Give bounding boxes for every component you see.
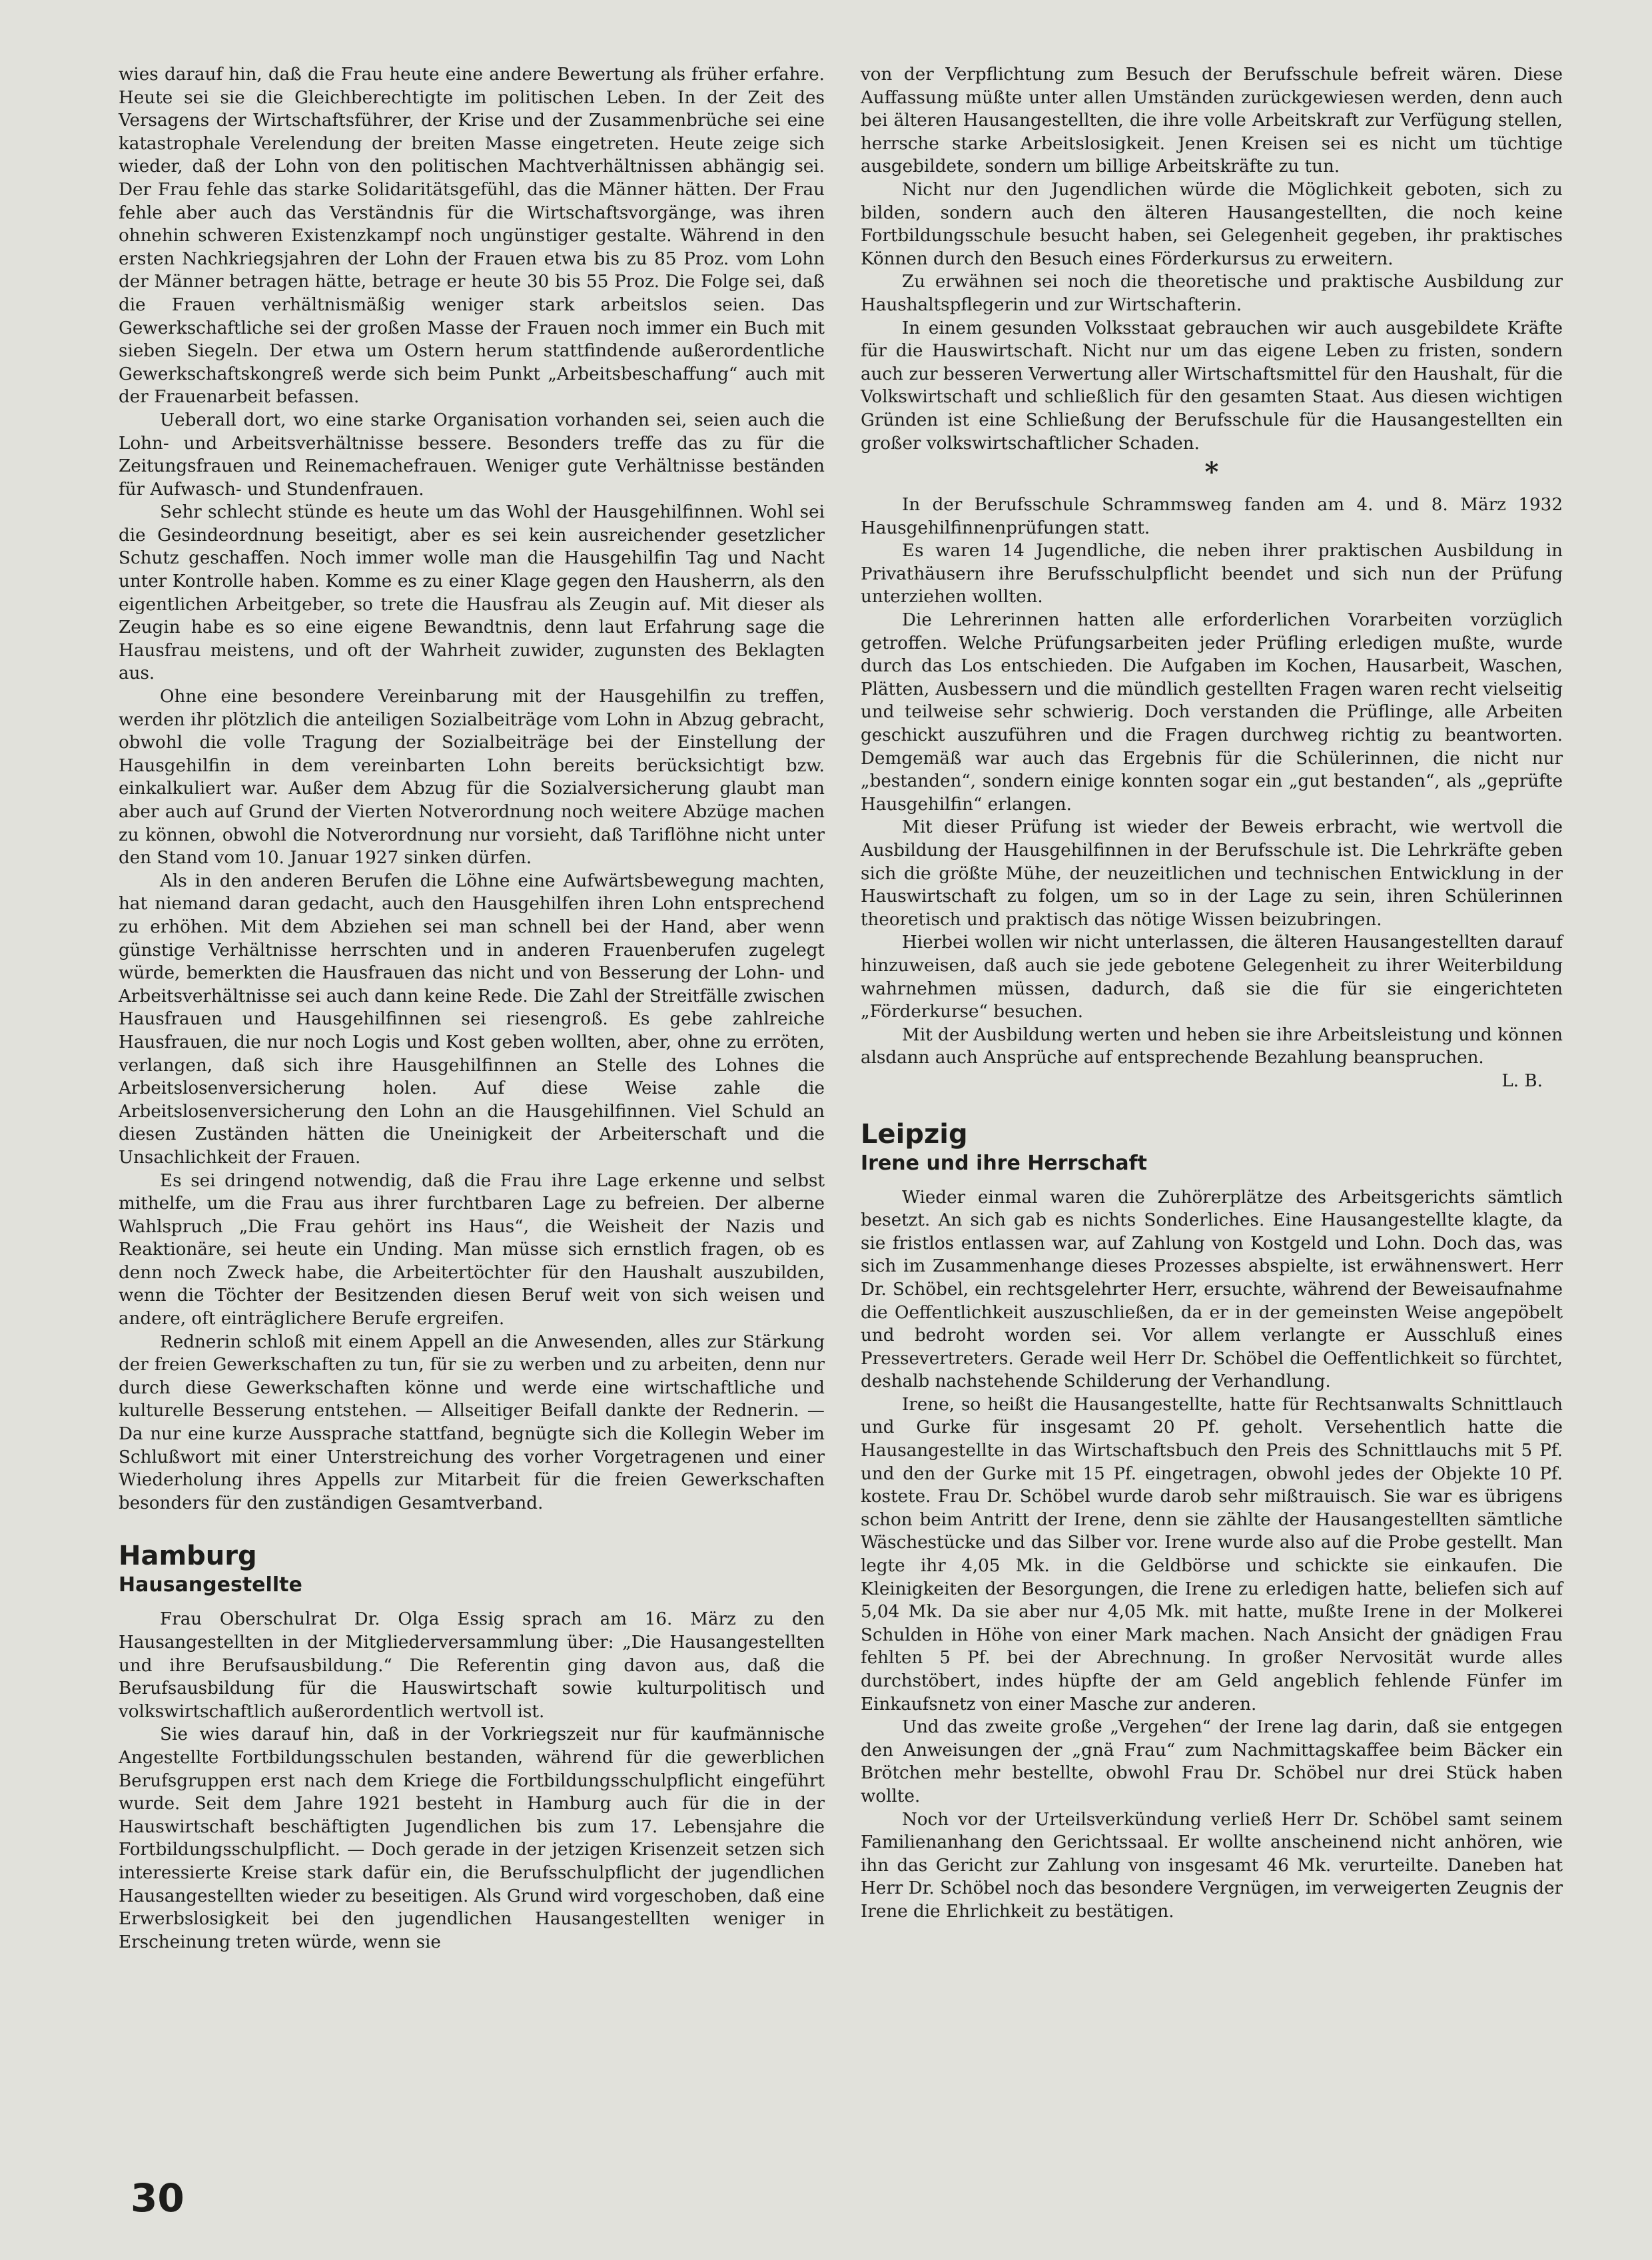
article-paragraph: Hierbei wollen wir nicht unterlassen, die älteren Hausangestellten darauf hinzuweisen, daß auch sie jede gebotene Gelegenheit zu ihrer Weiterbildung wahrnehmen müssen, dadurch, daß sie die für sie eingerichteten „Förderkurse“ besuchen. bbox=[861, 933, 1563, 1022]
section-heading-leipzig: Leipzig bbox=[861, 1118, 968, 1150]
article-paragraph: Sie wies darauf hin, daß in der Vorkriegszeit nur für kaufmännische Angestellte Fortbildungsschulen bestanden, während für die gewerblichen Berufsgruppen erst nach dem Kriege die Fortbildungsschulpflicht eingeführt wurde. Seit dem Jahre 1921 besteht in Hamburg auch für die in der Hauswirtschaft beschäftigten Jugendlichen bis zum 17. Lebensjahre die Fortbildungsschulpflicht. — Doch gerade in der jetzigen Krisenzeit setzen sich interessierte Kreise stark dafür ein, die Berufsschulpflicht der jugendlichen Hausangestellten wieder zu beseitigen. Als Grund wird vorgeschoben, daß eine Erwerbslosigkeit bei den jugendlichen Hausangestellten weniger in Erscheinung treten würde, wenn sie bbox=[119, 1724, 825, 1952]
section-separator: * bbox=[1204, 456, 1219, 488]
article-paragraph: Irene, so heißt die Hausangestellte, hatte für Rechtsanwalts Schnittlauch und Gurke für insgesamt 20 Pf. geholt. Versehentlich hatte die Hausangestellte in das Wirtschaftsbuch den Preis des Schnittlauchs mit 5 Pf. und den der Gurke mit 15 Pf. eingetragen, obwohl jedes der Objekte 10 Pf. kostete. Frau Dr. Schöbel wurde darob sehr mißtrauisch. Sie war es übrigens schon beim Antritt der Irene, denn sie zählte der Hausangestellten sämtliche Wäschestücke und das Silber vor. Irene wurde also auf die Probe gestellt. Man legte ihr 4,05 Mk. in die Geldbörse und schickte sie einkaufen. Die Kleinigkeiten der Besorgungen, die Irene zu erledigen hatte, beliefen sich auf 5,04 Mk. Da sie aber nur 4,05 Mk. mit hatte, mußte Irene in der Molkerei Schulden in Höhe von einer Mark machen. Nach Ansicht der gnädigen Frau fehlten 5 Pf. bei der Abrechnung. In großer Nervosität wurde alles durchstöbert, indes hüpfte der am Geld angeblich fehlende Fünfer im Einkaufsnetz von einer Masche zur anderen. bbox=[861, 1394, 1563, 1714]
section-subheading-hausangestellte: Hausangestellte bbox=[119, 1573, 302, 1597]
article-paragraph: von der Verpflichtung zum Besuch der Berufsschule befreit wären. Diese Auffassung müßte unter allen Umständen zurückgewiesen werden, denn auch bei älteren Hausangestellten, die ihre volle Arbeitskraft zur Verfügung stellen, herrsche starke Arbeitslosigkeit. Jenen Kreisen sei es nicht um tüchtige ausgebildete, sondern um billige Arbeitskräfte zu tun. bbox=[861, 65, 1563, 177]
article-paragraph: Nicht nur den Jugendlichen würde die Möglichkeit geboten, sich zu bilden, sondern auch den älteren Hausangestellten, die noch keine Fortbildungsschule besucht haben, sei Gelegenheit gegeben, ihr praktisches Können durch den Besuch eines Förderkursus zu erweitern. bbox=[861, 179, 1563, 269]
left-column bbox=[119, 63, 825, 1954]
section-subheading-irene: Irene und ihre Herrschaft bbox=[861, 1151, 1147, 1175]
article-paragraph: Zu erwähnen sei noch die theoretische und praktische Ausbildung zur Haushaltspflegerin und zur Wirtschafterin. bbox=[861, 272, 1563, 315]
section-heading-hamburg: Hamburg bbox=[119, 1541, 257, 1572]
article-paragraph: Es sei dringend notwendig, daß die Frau ihre Lage erkenne und selbst mithelfe, um die Frau aus ihrer furchtbaren Lage zu befreien. Der alberne Wahlspruch „Die Frau gehört ins Haus“, die Weisheit der Nazis und Reaktionäre, sei heute ein Unding. Man müsse sich ernstlich fragen, ob es denn noch Zweck habe, die Arbeitertöchter für den Haushalt auszubilden, wenn die Töchter der Besitzenden diesen Beruf weit von sich weisen und andere, oft einträglichere Berufe ergreifen. bbox=[119, 1170, 825, 1329]
article-paragraph: Die Lehrerinnen hatten alle erforderlichen Vorarbeiten vorzüglich getroffen. Welche Prüfungsarbeiten jeder Prüfling erledigen mußte, wurde durch das Los entschieden. Die Aufgaben im Kochen, Hausarbeit, Waschen, Plätten, Ausbessern und die mündlich gestellten Fragen waren recht vielseitig und teilweise sehr schwierig. Doch verstanden die Prüflinge, alle Arbeiten geschickt auszuführen und die Fragen durchweg richtig zu beantworten. Demgemäß war auch das Ergebnis für die Schülerinnen, die nicht nur „bestanden“, sondern einige konnten sogar ein „gut bestanden“, als „geprüfte Hausgehilfin“ erlangen. bbox=[861, 610, 1563, 815]
article-paragraph: Frau Oberschulrat Dr. Olga Essig sprach am 16. März zu den Hausangestellten in der Mitgliederversammlung über: „Die Hausangestellten und ihre Berufsausbildung.“ Die Referentin ging davon aus, daß die Berufsausbildung für die Hauswirtschaft sowie kulturpolitisch und volkswirtschaftlich außerordentlich wertvoll ist. bbox=[119, 1609, 825, 1722]
article-paragraph: Es waren 14 Jugendliche, die neben ihrer praktischen Ausbildung in Privathäusern ihre Berufsschulpflicht beendet und sich nun der Prüfung unterziehen wollten. bbox=[861, 541, 1563, 607]
article-paragraph: Sehr schlecht stünde es heute um das Wohl der Hausgehilfinnen. Wohl sei die Gesindeordnung beseitigt, aber es sei kein ausreichender gesetzlicher Schutz geschaffen. Noch immer wolle man die Hausgehilfin Tag und Nacht unter Kontrolle haben. Komme es zu einer Klage gegen den Hausherrn, als den eigentlichen Arbeitgeber, so trete die Hausfrau als Zeugin auf. Mit dieser als Zeugin habe es so eine eigene Bewandtnis, denn laut Erfahrung sage die Hausfrau meistens, und oft der Wahrheit zuwider, zugunsten des Beklagten aus. bbox=[119, 502, 825, 684]
page-number: 30 bbox=[131, 2175, 185, 2221]
article-paragraph: In der Berufsschule Schrammsweg fanden am 4. und 8. März 1932 Hausgehilfinnenprüfungen statt. bbox=[861, 495, 1563, 538]
right-column bbox=[861, 63, 1563, 1924]
article-paragraph: Mit dieser Prüfung ist wieder der Beweis erbracht, wie wertvoll die Ausbildung der Hausgehilfinnen in der Berufsschule ist. Die Lehrkräfte geben sich die größte Mühe, der neuzeitlichen und technischen Entwicklung in der Hauswirtschaft zu folgen, um so in der Lage zu sein, ihren Schülerinnen theoretisch und praktisch das nötige Wissen beizubringen. bbox=[861, 817, 1563, 930]
article-paragraph: Rednerin schloß mit einem Appell an die Anwesenden, alles zur Stärkung der freien Gewerkschaften zu tun, für sie zu werben und zu arbeiten, denn nur durch diese Gewerkschaften könne und werde eine wirtschaftliche und kulturelle Besserung entstehen. — Allseitiger Beifall dankte der Rednerin. — Da nur eine kurze Aussprache stattfand, begnügte sich die Kollegin Weber im Schlußwort mit einer Unterstreichung des vorher Vorgetragenen und einer Wiederholung ihres Appells zur Mitarbeit für die freien Gewerkschaften besonders für den zuständigen Gesamtverband. bbox=[119, 1331, 825, 1513]
article-paragraph: Wieder einmal waren die Zuhörerplätze des Arbeitsgerichts sämtlich besetzt. An sich gab es nichts Sonderliches. Eine Hausangestellte klagte, da sie fristlos entlassen war, auf Zahlung von Kostgeld und Lohn. Doch das, was sich im Zusammenhange dieses Prozesses abspielte, ist erwähnenswert. Herr Dr. Schöbel, ein rechtsgelehrter Herr, ersuchte, während der Beweisaufnahme die Oeffentlichkeit auszuschließen, da er in der gemeinsten Weise angepöbelt und bedroht worden sei. Vor allem verlangte er Ausschluß eines Pressevertreters. Gerade weil Herr Dr. Schöbel die Oeffentlichkeit so fürchtet, deshalb nachstehende Schilderung der Verhandlung. bbox=[861, 1187, 1563, 1392]
article-paragraph: Und das zweite große „Vergehen“ der Irene lag darin, daß sie entgegen den Anweisungen der „gnä Frau“ zum Nachmittagskaffee beim Bäcker ein Brötchen mehr bestellte, obwohl Frau Dr. Schöbel nur drei Stück haben wollte. bbox=[861, 1717, 1563, 1806]
article-paragraph: In einem gesunden Volksstaat gebrauchen wir auch ausgebildete Kräfte für die Hauswirtschaft. Nicht nur um das eigene Leben zu fristen, sondern auch zur besseren Verwertung aller Wirtschaftsmittel für den Haushalt, für die Volkswirtschaft und schließlich für den gesamten Staat. Aus diesen wichtigen Gründen ist eine Schließung der Berufsschule für die Hausangestellten ein großer volkswirtschaftlicher Schaden. bbox=[861, 318, 1563, 454]
article-paragraph: Mit der Ausbildung werten und heben sie ihre Arbeitsleistung und können alsdann auch Ansprüche auf entsprechende Bezahlung beanspruchen. bbox=[861, 1024, 1563, 1068]
article-paragraph: Ohne eine besondere Vereinbarung mit der Hausgehilfin zu treffen, werden ihr plötzlich die anteiligen Sozialbeiträge vom Lohn in Abzug gebracht, obwohl die volle Tragung der Sozialbeiträge bei der Einstellung der Hausgehilfin in dem vereinbarten Lohn bereits berücksichtigt bzw. einkalkuliert war. Außer dem Abzug für die Sozialversicherung glaubt man aber auch auf Grund der Vierten Notverordnung noch weitere Abzüge machen zu können, obwohl die Notverordnung nur vorsieht, daß Tariflöhne nicht unter den Stand vom 10. Januar 1927 sinken dürfen. bbox=[119, 687, 825, 869]
author-signature: L. B. bbox=[1501, 1070, 1543, 1091]
article-paragraph: Als in den anderen Berufen die Löhne eine Aufwärtsbewegung machten, hat niemand daran gedacht, auch den Hausgehilfen ihren Lohn entsprechend zu erhöhen. Mit dem Abziehen sei man schnell bei der Hand, aber wenn günstige Verhältnisse herrschten und in anderen Frauenberufen zugelegt würde, bemerkten die Hausfrauen das nicht und von Besserung der Lohn- und Arbeitsverhältnisse sei auch dann keine Rede. Die Zahl der Streitfälle zwischen Hausfrauen und Hausgehilfinnen sei riesengroß. Es gebe zahlreiche Hausfrauen, die nur noch Logis und Kost geben wollten, aber, ohne zu erröten, verlangen, daß sich ihre Hausgehilfinnen an Stelle des Lohnes die Arbeitslosenversicherung holen. Auf diese Weise zahle die Arbeitslosenversicherung den Lohn an die Hausgehilfinnen. Viel Schuld an diesen Zuständen hätten die Uneinigkeit der Arbeiterschaft und die Unsachlichkeit der Frauen. bbox=[119, 871, 825, 1168]
article-paragraph: wies darauf hin, daß die Frau heute eine andere Bewertung als früher erfahre. Heute sei sie die Gleichberechtigte im politischen Leben. In der Zeit des Versagens der Wirtschaftsführer, der Krise und der Zusammenbrüche sei eine katastrophale Verelendung der breiten Masse eingetreten. Heute zeige sich wieder, daß der Lohn von den politischen Machtverhältnissen abhängig sei. Der Frau fehle das starke Solidaritätsgefühl, das die Männer hätten. Der Frau fehle aber auch das Verständnis für die Wirtschaftsvorgänge, was ihren ohnehin schweren Existenzkampf noch ungünstiger gestalte. Während in den ersten Nachkriegsjahren der Lohn der Frauen etwa bis zu 85 Proz. vom Lohn der Männer betragen hätte, betrage er heute 30 bis 55 Proz. Die Folge sei, daß die Frauen verhältnismäßig weniger stark arbeitslos seien. Das Gewerkschaftliche sei der großen Masse der Frauen noch immer ein Buch mit sieben Siegeln. Der etwa um Ostern herum stattfindende außerordentliche Gewerkschaftskongreß werde sich beim Punkt „Arbeitsbeschaffung“ auch mit der Frauenarbeit befassen. bbox=[119, 65, 825, 408]
article-paragraph: Ueberall dort, wo eine starke Organisation vorhanden sei, seien auch die Lohn- und Arbeitsverhältnisse bessere. Besonders treffe das zu für die Zeitungsfrauen und Reinemachefrauen. Weniger gute Verhältnisse beständen für Aufwasch- und Stundenfrauen. bbox=[119, 410, 825, 500]
article-paragraph: Noch vor der Urteilsverkündung verließ Herr Dr. Schöbel samt seinem Familienanhang den Gerichtssaal. Er wollte anscheinend nicht anhören, wie ihn das Gericht zur Zahlung von insgesamt 46 Mk. verurteilte. Daneben hat Herr Dr. Schöbel noch das besondere Vergnügen, im verweigerten Zeugnis der Irene die Ehrlichkeit zu bestätigen. bbox=[861, 1809, 1563, 1922]
